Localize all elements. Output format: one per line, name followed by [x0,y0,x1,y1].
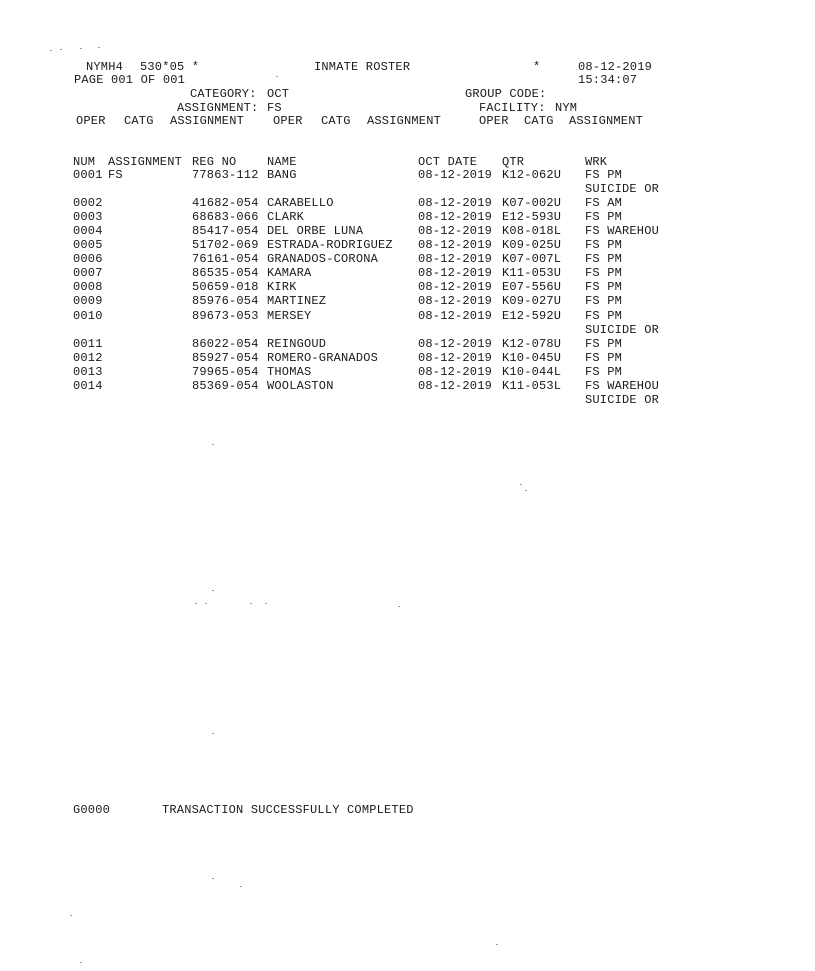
oper-col-1: OPER [76,114,106,128]
scan-speck [525,490,527,491]
system-id: NYMH4 [86,60,124,74]
cell-num: 0004 [73,224,103,239]
cell-oct-date: 08-12-2019 [418,364,493,379]
cell-qtr: E12-592U [502,308,562,323]
cell-name: KAMARA [267,266,312,281]
cell-note: SUICIDE OR [585,392,660,407]
report-code: 530*05 * [140,60,200,74]
cell-num: 0012 [73,350,103,365]
cell-num: 0008 [73,280,103,295]
cell-wrk: FS PM [585,364,623,379]
cell-num: 0009 [73,294,103,309]
catg-col-1: CATG [124,114,154,128]
cell-name: MERSEY [267,308,312,323]
cell-name: ROMERO-GRANADOS [267,350,379,365]
cell-name: DEL ORBE LUNA [267,224,364,239]
cell-num: 0006 [73,252,103,267]
report-date: 08-12-2019 [578,60,653,74]
cell-num: 0003 [73,210,103,225]
cell-oct-date: 08-12-2019 [418,168,493,182]
col-oct-date-header: OCT DATE [418,155,478,169]
cell-oct-date: 08-12-2019 [418,238,493,253]
cell-wrk: FS PM [585,336,623,351]
cell-oct-date: 08-12-2019 [418,252,493,267]
cell-qtr: K10-045U [502,350,562,365]
col-qtr-header: QTR [502,155,525,169]
cell-wrk: FS PM [585,350,623,365]
scan-speck [195,603,197,604]
status-message: TRANSACTION SUCCESSFULLY COMPLETED [162,803,414,817]
assignment-value: FS [267,101,282,115]
cell-reg-no: 86535-054 [192,266,259,281]
cell-name: THOMAS [267,364,312,379]
assignment-label: ASSIGNMENT: [177,101,259,115]
scan-speck [265,603,267,604]
cell-qtr: K12-078U [502,336,562,351]
cell-qtr: K11-053L [502,378,562,393]
scan-speck [50,50,52,51]
cell-reg-no: 76161-054 [192,252,259,267]
category-value: OCT [267,87,290,101]
scan-speck [212,444,214,445]
cell-qtr: K09-025U [502,238,562,253]
assignment-col-3: ASSIGNMENT [569,114,644,128]
cell-oct-date: 08-12-2019 [418,308,493,323]
cell-name: REINGOUD [267,336,327,351]
group-code-label: GROUP CODE: [465,87,547,101]
cell-num: 0011 [73,336,103,351]
cell-qtr: E12-593U [502,210,562,225]
cell-num: 0001 [73,168,103,182]
cell-reg-no: 50659-018 [192,280,259,295]
cell-wrk: FS PM [585,252,623,267]
cell-reg-no: 85369-054 [192,378,259,393]
cell-num: 0005 [73,238,103,253]
cell-qtr: K07-002U [502,196,562,211]
status-code: G0000 [73,803,111,817]
cell-name: CLARK [267,210,305,225]
cell-qtr: K12-062U [502,168,562,182]
cell-num: 0014 [73,378,103,393]
cell-name: ESTRADA-RODRIGUEZ [267,238,393,253]
cell-reg-no: 86022-054 [192,336,259,351]
oper-col-2: OPER [273,114,303,128]
cell-reg-no: 85417-054 [192,224,259,239]
cell-wrk: FS WAREHOU [585,224,660,239]
scan-speck [80,48,82,49]
cell-oct-date: 08-12-2019 [418,280,493,295]
cell-wrk: FS PM [585,280,623,295]
scan-speck [212,590,214,591]
cell-reg-no: 85976-054 [192,294,259,309]
cell-reg-no: 68683-066 [192,210,259,225]
cell-num: 0010 [73,308,103,323]
cell-name: WOOLASTON [267,378,334,393]
scan-speck [205,603,207,604]
cell-note: SUICIDE OR [585,322,660,337]
scan-speck [60,49,62,50]
cell-oct-date: 08-12-2019 [418,266,493,281]
col-num-header: NUM [73,155,96,169]
cell-num: 0007 [73,266,103,281]
scan-speck [520,484,522,485]
cell-num: 0002 [73,196,103,211]
cell-wrk: FS WAREHOU [585,378,660,393]
cell-name: KIRK [267,280,297,295]
cell-name: BANG [267,168,297,182]
cell-oct-date: 08-12-2019 [418,196,493,211]
cell-wrk: FS PM [585,210,623,225]
oper-col-3: OPER [479,114,509,128]
catg-col-3: CATG [524,114,554,128]
cell-wrk: FS PM [585,308,623,323]
cell-qtr: K09-027U [502,294,562,309]
scan-speck [276,76,278,77]
cell-wrk: FS AM [585,196,623,211]
header-star: * [533,60,541,74]
cell-assignment: FS [108,168,123,182]
cell-qtr: K07-007L [502,252,562,267]
cell-reg-no: 79965-054 [192,364,259,379]
report-title: INMATE ROSTER [314,60,411,74]
report-time: 15:34:07 [578,73,638,87]
category-label: CATEGORY: [190,87,257,101]
col-name-header: NAME [267,155,297,169]
cell-reg-no: 85927-054 [192,350,259,365]
cell-reg-no: 51702-069 [192,238,259,253]
cell-qtr: K10-044L [502,364,562,379]
cell-wrk: FS PM [585,168,623,182]
cell-reg-no: 41682-054 [192,196,259,211]
cell-reg-no: 77863-112 [192,168,259,182]
cell-name: CARABELLO [267,196,334,211]
cell-oct-date: 08-12-2019 [418,350,493,365]
scan-speck [80,962,82,963]
cell-wrk: FS PM [585,294,623,309]
facility-value: NYM [555,101,578,115]
col-wrk-header: WRK [585,155,608,169]
catg-col-2: CATG [321,114,351,128]
cell-qtr: E07-556U [502,280,562,295]
cell-oct-date: 08-12-2019 [418,378,493,393]
cell-num: 0013 [73,364,103,379]
cell-oct-date: 08-12-2019 [418,224,493,239]
scan-speck [398,606,400,607]
cell-wrk: FS PM [585,266,623,281]
col-reg-no-header: REG NO [192,155,237,169]
cell-oct-date: 08-12-2019 [418,294,493,309]
facility-label: FACILITY: [479,101,546,115]
col-assignment-header: ASSIGNMENT [108,155,183,169]
scan-speck [240,886,242,887]
cell-name: GRANADOS-CORONA [267,252,379,267]
cell-wrk: FS PM [585,238,623,253]
scan-speck [496,944,498,945]
cell-qtr: K08-018L [502,224,562,239]
cell-qtr: K11-053U [502,266,562,281]
scan-speck [70,915,72,916]
scan-speck [212,878,214,879]
cell-oct-date: 08-12-2019 [418,336,493,351]
cell-name: MARTINEZ [267,294,327,309]
scan-speck [212,733,214,734]
page-number: PAGE 001 OF 001 [74,73,186,87]
cell-oct-date: 08-12-2019 [418,210,493,225]
cell-reg-no: 89673-053 [192,308,259,323]
assignment-col-1: ASSIGNMENT [170,114,245,128]
cell-note: SUICIDE OR [585,182,660,197]
assignment-col-2: ASSIGNMENT [367,114,442,128]
scan-speck [98,47,100,48]
scan-speck [250,603,252,604]
